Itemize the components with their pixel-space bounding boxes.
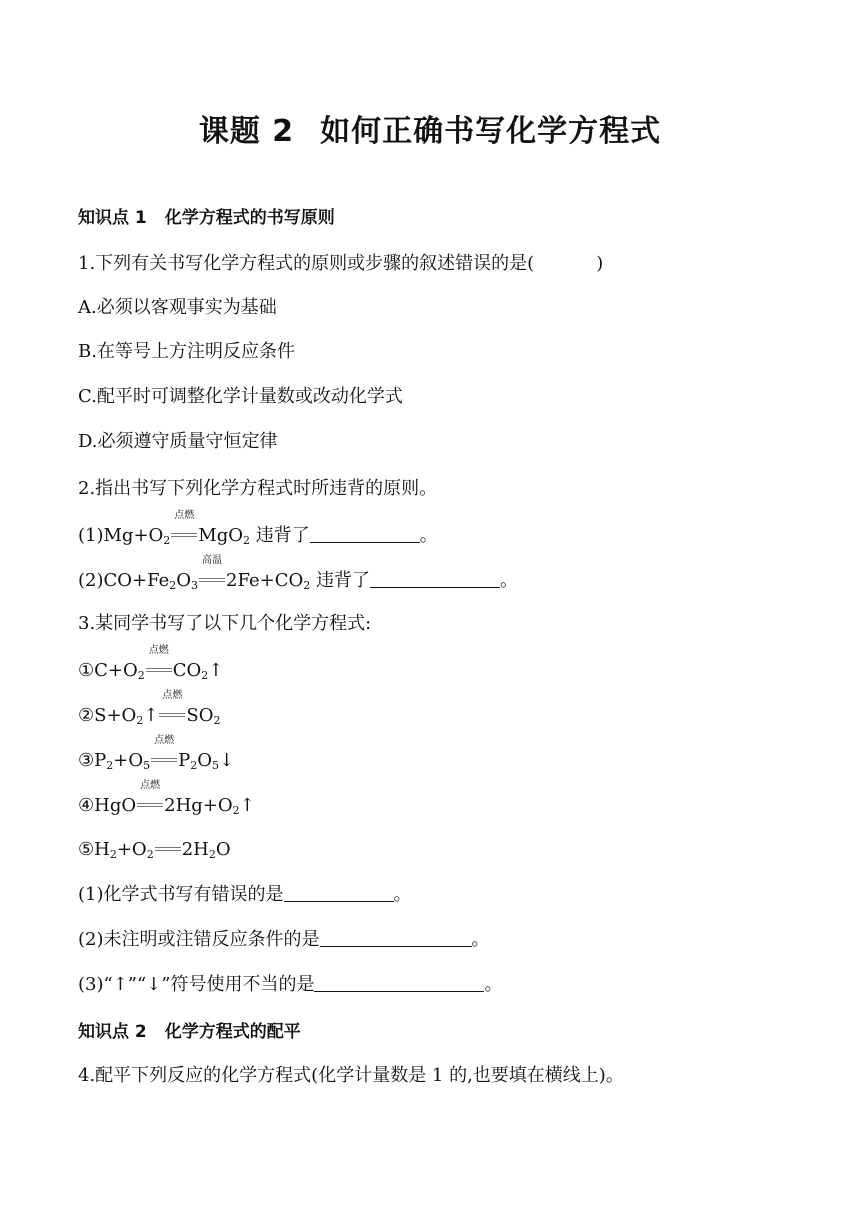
reaction-condition [198, 555, 226, 593]
formula-text: +O [113, 750, 144, 771]
item-text: (3)“↑”“↓”符号使用不当的是 [78, 974, 315, 995]
gas-arrow: ↑ [143, 705, 159, 726]
condition-label: 高温 [202, 555, 223, 566]
reaction-condition [154, 838, 182, 862]
equals-sign [159, 713, 185, 717]
precipitate-arrow: ↓ [218, 750, 235, 771]
condition-label: 点燃 [174, 510, 195, 521]
knowledge-point-name: 化学方程式的配平 [164, 1022, 301, 1042]
reaction-condition [158, 690, 186, 728]
subscript: 2 [243, 534, 251, 547]
formula-text: CO [172, 660, 202, 681]
reaction-condition [150, 735, 178, 773]
knowledge-point-name: 化学方程式的书写原则 [164, 208, 335, 228]
subscript: 2 [303, 579, 311, 592]
period: 。 [419, 525, 438, 546]
subscript: 2 [208, 848, 216, 861]
page-title [0, 106, 860, 150]
period: 。 [484, 974, 503, 995]
condition-label: 点燃 [154, 735, 175, 746]
period: 。 [500, 570, 518, 591]
answer-blank[interactable] [310, 524, 420, 543]
item-text: 违背了 [250, 525, 310, 546]
knowledge-point-number: 知识点 2 [78, 1022, 147, 1042]
answer-blank[interactable] [370, 569, 500, 588]
question-3-stem: 3.某同学书写了以下几个化学方程式: [78, 613, 372, 634]
item-text: 违背了 [310, 570, 370, 591]
period: 。 [471, 929, 490, 950]
formula-text: +O [116, 839, 147, 860]
formula-text: (2)CO+Fe [78, 570, 170, 591]
question-1-stem [78, 252, 603, 276]
question-2-stem: 2.指出书写下列化学方程式时所违背的原则。 [78, 478, 438, 499]
item-text: (2)未注明或注错反应条件的是 [78, 929, 320, 950]
question-4-stem: 4.配平下列反应的化学方程式(化学计量数是 1 的,也要填在横线上)。 [78, 1065, 624, 1086]
formula-text: ⑤H [78, 839, 110, 860]
subscript: 2 [136, 714, 144, 727]
reaction-condition [145, 645, 173, 683]
subscript: 2 [106, 759, 114, 772]
gas-arrow: ↑ [208, 660, 224, 681]
knowledge-point-2-heading [78, 1020, 301, 1044]
formula-text: O [176, 570, 192, 591]
formula-text: 2Hg+O [164, 795, 233, 816]
formula-text: P [178, 750, 191, 771]
subscript: 2 [232, 804, 240, 817]
formula-text: ①C+O [78, 660, 138, 681]
condition-label: 点燃 [140, 780, 161, 791]
title-number: 课题 2 [198, 114, 295, 149]
reaction-condition [170, 510, 198, 548]
condition-label: 点燃 [162, 690, 183, 701]
equals-sign [199, 578, 225, 582]
title-text: 如何正确书写化学方程式 [320, 114, 662, 149]
answer-blank[interactable] [284, 883, 394, 902]
formula-text: 2H [181, 839, 209, 860]
formula-text: 2Fe+CO [226, 570, 304, 591]
answer-blank[interactable] [320, 928, 472, 947]
formula-text: ②S+O [78, 705, 137, 726]
closing-paren: ) [596, 253, 604, 274]
formula-text: ④HgO [78, 795, 137, 816]
question-3-sub-1 [78, 883, 412, 907]
equals-sign [146, 668, 172, 672]
option-c: C.配平时可调整化学计量数或改动化学式 [78, 386, 403, 407]
subscript: 2 [137, 669, 145, 682]
knowledge-point-number: 知识点 1 [78, 208, 147, 228]
gas-arrow: ↑ [239, 795, 255, 816]
equals-sign [155, 847, 181, 851]
option-a: A.必须以客观事实为基础 [78, 297, 277, 318]
subscript: 2 [163, 534, 171, 547]
formula-text: MgO [198, 525, 244, 546]
question-2-item-1 [78, 510, 438, 548]
subscript: 2 [213, 714, 221, 727]
subscript: 2 [201, 669, 209, 682]
item-text: (1)化学式书写有错误的是 [78, 884, 284, 905]
question-2-item-2 [78, 555, 518, 593]
period: 。 [393, 884, 412, 905]
equation-2 [78, 690, 221, 728]
condition-label: 点燃 [148, 645, 169, 656]
equals-sign [137, 803, 163, 807]
question-3-sub-2 [78, 928, 490, 952]
subscript: 5 [211, 759, 219, 772]
option-b: B.在等号上方注明反应条件 [78, 341, 295, 362]
question-3-sub-3 [78, 973, 502, 997]
question-text: 1.下列有关书写化学方程式的原则或步骤的叙述错误的是( [78, 253, 535, 274]
equation-4 [78, 780, 255, 818]
formula-text: ③P [78, 750, 107, 771]
equation-5 [78, 838, 231, 862]
subscript: 2 [146, 848, 154, 861]
formula-text: (1)Mg+O [78, 525, 164, 546]
subscript: 2 [190, 759, 198, 772]
subscript: 2 [109, 848, 117, 861]
equation-3 [78, 735, 235, 773]
subscript: 5 [143, 759, 151, 772]
reaction-condition [136, 780, 164, 818]
equals-sign [151, 758, 177, 762]
answer-blank[interactable] [314, 973, 484, 992]
equation-1 [78, 645, 224, 683]
equals-sign [171, 533, 197, 537]
formula-text: SO [186, 705, 214, 726]
formula-text: O [197, 750, 212, 771]
knowledge-point-1-heading [78, 206, 335, 230]
subscript: 3 [191, 579, 199, 592]
subscript: 2 [169, 579, 177, 592]
formula-text: O [215, 839, 231, 860]
option-d: D.必须遵守质量守恒定律 [78, 431, 278, 452]
